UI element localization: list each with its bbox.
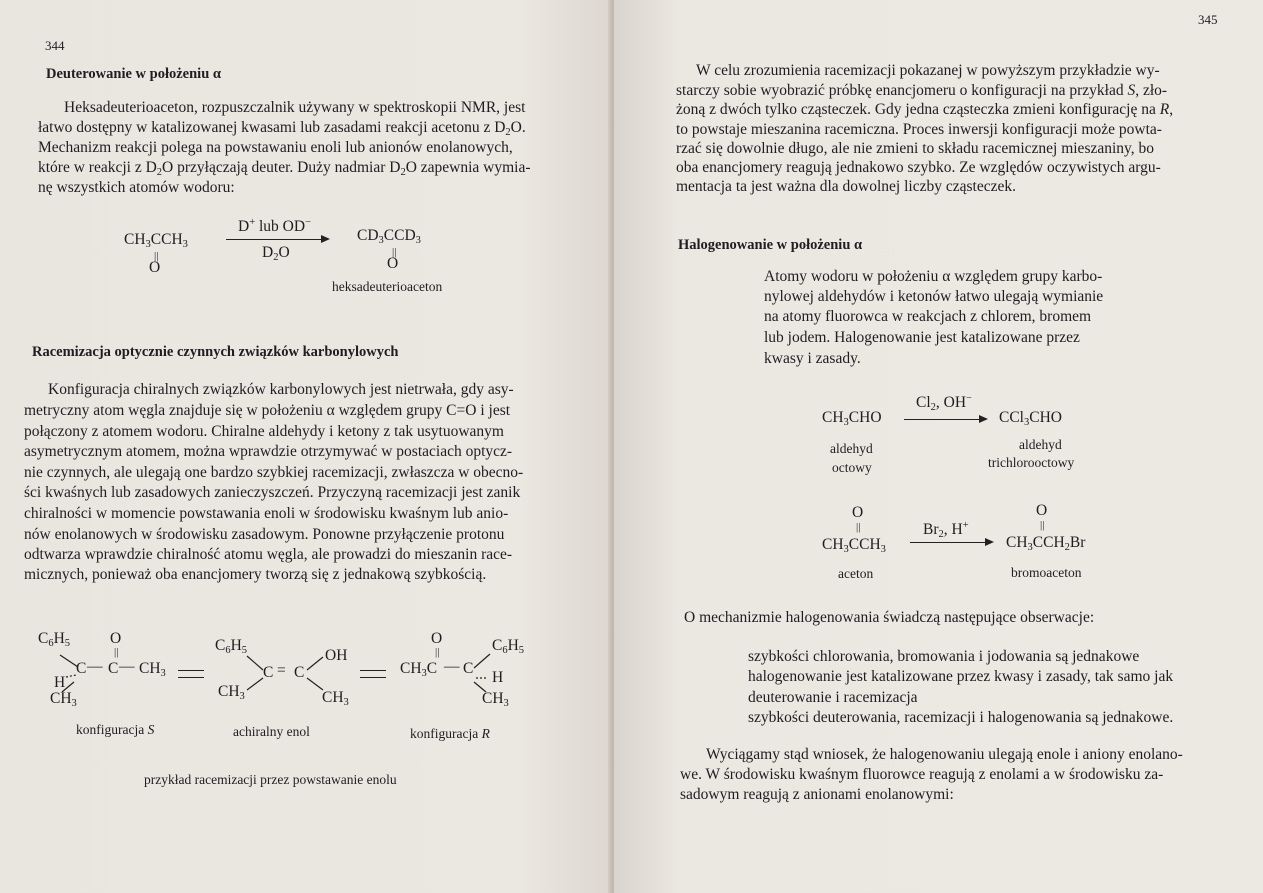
phenyl-label: $C_6H_5$ [38,630,71,649]
bond [66,675,76,677]
list-item: deuterowanie i racemizacja [748,689,918,706]
carbonyl-oxygen: O [431,630,443,647]
bond-dash: — [444,658,460,675]
text-line: micznych, ponieważ oba enancjomery tworzą się z jednakową szybkością. [24,566,487,583]
text-line: nę wszystkich atomów wodoru: [38,179,235,196]
product-oxygen: O [387,255,399,272]
methyl-label: $CH_3$ [322,689,349,708]
acetone-oxygen: O [149,259,161,276]
phenyl-label: $C_6H_5$ [215,637,248,656]
product-name: bromoaceton [1011,565,1082,580]
acetone-formula: $CH_3CCH_3$ [822,536,886,555]
bond [247,678,263,690]
bond [307,678,323,690]
list-item: halogenowanie jest katalizowane przez kwasy i zasady, tak samo jak [748,668,1174,685]
page-number-left: 344 [45,38,65,53]
text-line: asymetrycznym atomem, można wprawdzie otrzymywać w postaciach optycz- [24,443,513,460]
text-line: nów enolanowych w środowisku zasadowym. Ponowne przyłączenie protonu [24,526,505,543]
carbonyl-carbon: C [108,660,119,677]
equilibrium-arrow-back [360,677,386,678]
double-bond-mark: || [154,250,159,262]
bond-dash: — [119,658,135,675]
text-line: starczy sobie wyobrazić próbkę enancjomeru o konfiguracji na przykład S, zło- [676,82,1168,99]
phenyl-label: $C_6H_5$ [492,637,525,656]
label-achiral-enol: achiralny enol [233,724,310,739]
chloral-formula: CCl$_3$CHO [999,409,1062,428]
left-page [0,0,612,893]
text-line: żoną z dwóch tylko cząsteczek. Gdy jedna cząsteczka zmieni konfigurację na R, [676,101,1174,118]
enol-carbon: C [263,664,274,681]
double-bond-mark: || [1040,519,1045,531]
reactant-name: aldehyd [830,441,873,456]
text-line: ści kwaśnych lub zasadowych zanieczyszczeń. Przyczyną racemizacji jest zanik [24,484,521,501]
carbonyl-oxygen: O [852,504,864,521]
heading-halogenation: Halogenowanie w położeniu α [678,237,863,253]
text-line: to powstaje mieszanina racemiczna. Proces inwersji konfiguracji może powta- [676,121,1162,138]
double-bond-mark: || [435,646,440,658]
text-line: Heksadeuterioaceton, rozpuszczalnik używany w spektroskopii NMR, jest [64,99,526,116]
reactant-name: aceton [838,566,874,581]
text-line: chiralności w momencie powstawania enoli w środowisku kwaśnym lub anio- [24,505,509,522]
label-s-configuration: konfiguracja S [76,722,155,737]
page-number-right: 345 [1198,12,1218,27]
text-line: połączony z atomem wodoru. Chiralne aldehydy i ketony z tak usytuowanym [24,423,504,440]
text-line: Mechanizm reakcji polega na powstawaniu enoli lub anionów enolanowych, [38,139,513,156]
hexadeuteroacetone-formula: $CD_3CCD_3$ [357,227,421,246]
list-item: szybkości deuterowania, racemizacji i halogenowania są jednakowe. [748,709,1174,726]
reactant-name: octowy [832,460,872,475]
double-bond: = [277,662,286,679]
double-bond-mark: || [392,246,397,258]
acyl-group: $CH_3C$ [400,660,438,679]
text-line: rzać się dowolnie długo, ale nie zmieni to składu racemicznej mieszaniny, bo [676,140,1155,157]
methyl-label: $CH_3$ [218,683,245,702]
label-r-configuration: konfiguracja R [410,726,490,741]
bond [307,657,323,670]
arrow-reagents: $Cl_2$, OH− [916,393,972,413]
text-line: łatwo dostępny w katalizowanej kwasami lub zasadami reakcji acetonu z $D_2O$. [38,119,526,138]
text-line: lub jodem. Halogenowanie jest katalizowane przez [764,329,1080,346]
text-line: nylowej aldehydów i ketonów łatwo ulegają wymianie [764,288,1104,305]
text-line: we. W środowisku kwaśnym fluorowce reagują z enolami a w środowisku za- [680,766,1164,783]
text-line: sadowym reagują z anionami enolanowymi: [680,786,954,803]
equilibrium-arrow-back [178,677,204,678]
text-line: Konfiguracja chiralnych związków karbonylowych jest nietrwała, gdy asy- [48,381,514,398]
equilibrium-arrow-forward [178,670,204,671]
text-line: mentacja ta jest ważna dla dowolnej liczby cząsteczek. [676,178,1016,195]
hydrogen-label: H [54,674,66,691]
text-line: oba enancjomery reagują jednakowo szybko. Ze względów oczywistych argu- [676,159,1161,176]
text-line: na atomy fluorowca w reakcjach z chlorem, bromem [764,308,1092,325]
carbonyl-oxygen: O [110,630,122,647]
hydrogen-label: H [492,669,504,686]
text-line: kwasy i zasady. [764,350,861,367]
arrow-reagents: $Br_2$, H+ [923,520,969,540]
reaction-arrow [910,542,992,543]
text-line: Atomy wodoru w położeniu α względem grupy karbo- [764,268,1103,285]
product-name: trichlorooctowy [988,455,1075,470]
methyl-label: $CH_3$ [139,660,166,679]
acetaldehyde-formula: $CH_3CHO$ [822,409,882,428]
bond [474,654,490,668]
methyl-label: $CH_3$ [482,690,509,709]
text-line: metryczny atom węgla znajduje się w położeniu α względem grupy C=O i jest [24,402,511,419]
equilibrium-arrow-forward [360,670,386,671]
bond-lines [0,0,612,893]
carbonyl-oxygen: O [1036,502,1048,519]
chiral-carbon: C [463,660,474,677]
scheme-caption: przykład racemizacji przez powstawanie enolu [144,772,397,787]
bond [247,656,263,670]
heading-deuteration: Deuterowanie w położeniu α [46,66,221,82]
right-page [614,0,1263,893]
text-line: nie czynnych, ale ulegają one bardzo szybkiej racemizacji, zwłaszcza w obecno- [24,464,524,481]
product-name: aldehyd [1019,437,1062,452]
reaction-arrow [904,419,986,420]
bromoacetone-formula: $CH_3CCH_2Br$ [1006,534,1086,553]
text-line: odtwarza wprawdzie chiralność atomu węgla, ale prowadzi do mieszanin race- [24,546,513,563]
chiral-carbon: C [76,660,87,677]
arrow-reagents: D+ lub OD− [238,217,311,235]
arrow-solvent: $D_2O$ [262,244,290,263]
text-line: Wyciągamy stąd wniosek, że halogenowaniu ulegają enole i aniony enolano- [706,746,1183,763]
text-line: W celu zrozumienia racemizacji pokazanej w powyższym przykładzie wy- [696,62,1160,79]
enol-carbon: C [294,664,305,681]
double-bond-mark: || [114,646,119,658]
methyl-label: $CH_3$ [50,690,77,709]
bond-dash: — [87,658,103,675]
hydroxyl-label: OH [325,647,348,664]
acetone-formula: $CH_3CCH_3$ [124,231,188,250]
product-caption: heksadeuterioaceton [332,279,443,294]
list-item: szybkości chlorowania, bromowania i jodowania są jednakowe [748,648,1140,665]
text-line: które w reakcji z $D_2O$ przyłączają deuter. Duży nadmiar $D_2O$ zapewnia wymia- [38,159,531,178]
observations-intro: O mechanizmie halogenowania świadczą następujące obserwacje: [684,609,1095,626]
double-bond-mark: || [856,521,861,533]
heading-racemization: Racemizacja optycznie czynnych związków karbonylowych [32,344,399,360]
